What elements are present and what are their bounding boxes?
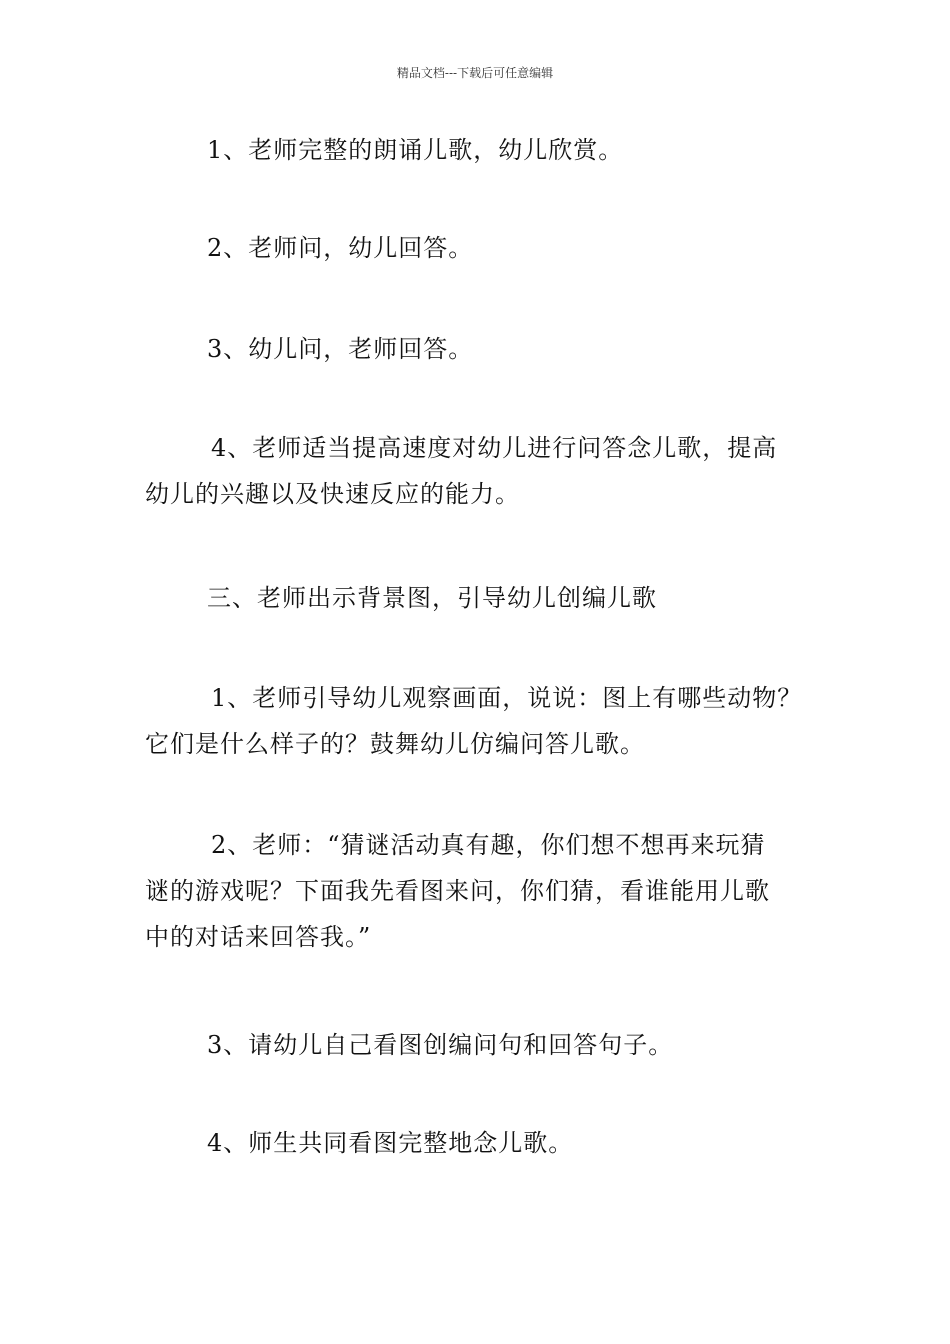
paragraph-line: 3、幼儿问，老师回答。 [207,335,474,363]
paragraph-4 [145,425,815,517]
paragraph-5 [145,675,815,767]
paragraph-line: 2、老师问，幼儿回答。 [207,234,474,262]
paragraph-line: 4、老师适当提高速度对幼儿进行问答念儿歌，提高 [211,434,778,462]
paragraph-line: 3、请幼儿自己看图创编问句和回答句子。 [207,1031,674,1059]
paragraph-2 [145,225,815,271]
section-heading [145,575,815,621]
paragraph-line: 1、老师完整的朗诵儿歌，幼儿欣赏。 [207,136,624,164]
paragraph-3 [145,326,815,372]
paragraph-line: 中的对话来回答我。” [145,923,372,951]
paragraph-8 [145,1120,815,1166]
paragraph-line: 1、老师引导幼儿观察画面，说说：图上有哪些动物？ [211,684,803,712]
paragraph-1 [145,127,815,173]
paragraph-line: 2、老师：“猜谜活动真有趣，你们想不想再来玩猜 [211,831,766,859]
paragraph-line: 它们是什么样子的？鼓舞幼儿仿编问答儿歌。 [145,730,645,758]
paragraph-6 [145,822,815,960]
paragraph-line: 4、师生共同看图完整地念儿歌。 [207,1129,574,1157]
paragraph-line: 三、老师出示背景图，引导幼儿创编儿歌 [207,584,657,612]
paragraph-line: 幼儿的兴趣以及快速反应的能力。 [145,480,520,508]
paragraph-line: 谜的游戏呢？下面我先看图来问，你们猜，看谁能用儿歌 [145,877,770,905]
page-header: 精品文档---下载后可任意编辑 [396,66,554,80]
paragraph-7 [145,1022,815,1068]
